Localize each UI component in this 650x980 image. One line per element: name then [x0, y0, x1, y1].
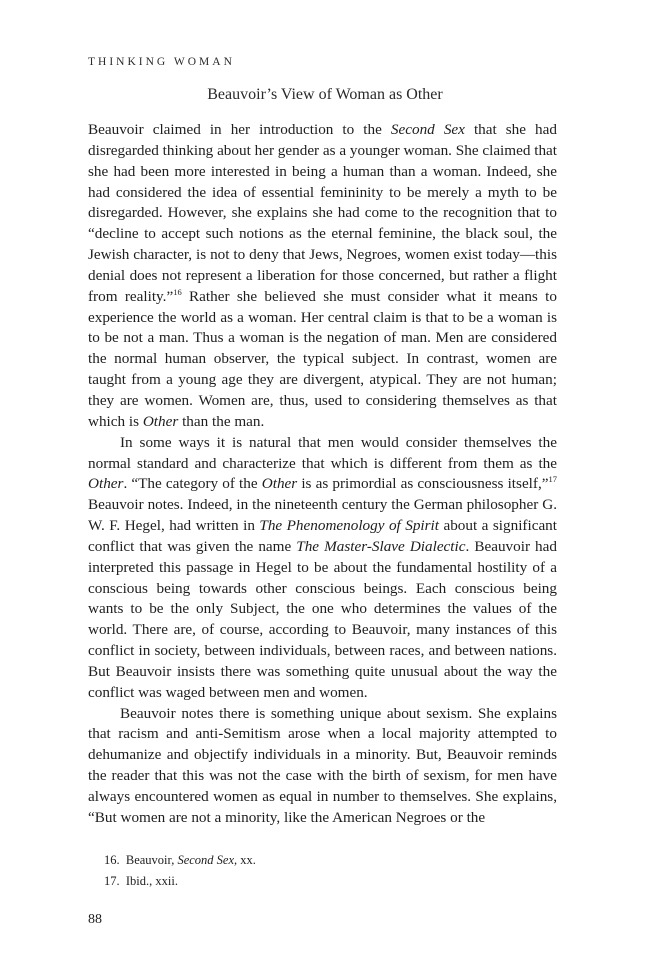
text-run: Beauvoir notes. Indeed, in the nineteenth century the German philosopher G. W. F. Hegel, had written in: [88, 496, 557, 535]
footnote-number: 16.: [104, 853, 120, 867]
footnote-text: xx.: [237, 853, 256, 867]
emphasis: Other: [142, 412, 179, 430]
emphasis: The Master-Slave Dialectic: [296, 537, 466, 555]
text-run: about a significant conflict that was given the name: [88, 517, 557, 555]
book-title: The Phenomenology of Spirit: [259, 517, 439, 535]
section-title: Beauvoir’s View of Woman as Other: [207, 86, 443, 103]
emphasis: Other: [261, 475, 298, 493]
footnote-ref[interactable]: 16: [173, 286, 182, 297]
text-run: In some ways it is natural that men would consider themselves the normal standard and characterize that which is different from them as the: [88, 433, 557, 472]
footnote-ref[interactable]: 17: [548, 474, 557, 485]
page-number: 88: [88, 912, 102, 927]
running-head: THINKING WOMAN: [88, 56, 235, 68]
footnote-text: Beauvoir,: [125, 853, 178, 867]
text-run: Beauvoir notes there is something unique about sexism. She explains that racism and anti-Semitism arose when a local majority attempted to dehumanize and objectify individuals in a minority. But, Beauvoir reminds the reader that this was not the case with the birth of sexism, for men have always encountered women as equal in number to themselves. She explains, “But women are not a minority, like the American Negroes or the: [88, 704, 557, 826]
footnote-number: 17.: [104, 873, 120, 888]
footnote-text: Ibid., xxii.: [125, 873, 178, 888]
footnote-title: Second Sex,: [177, 853, 238, 867]
emphasis: Other: [88, 475, 124, 493]
footnotes: [104, 850, 256, 891]
text-run: Rather she believed she must consider what it means to experience the world as a woman. Her central claim is that to be a woman is to be not a man. Thus a woman is the negation of man. Men are considered the normal human observer, the typical subject. In contrast, women are taught from a young age they are divergent, atypical. They are not human; they are women. Women are, thus, used to considering themselves as that which is: [88, 287, 557, 430]
footnote-16: [104, 850, 256, 871]
text-run: than the man.: [178, 412, 265, 430]
paragraph-3: [88, 704, 557, 829]
text-run: . Beauvoir had interpreted this passage in Hegel to be about the fundamental hostility of a conscious being towards other conscious beings. Each conscious being wants to be the only Subject, the one who determines the values of the world. There are, of course, according to Beauvoir, many instances of this conflict in society, between individuals, between races, and between nations. But Beauvoir insists there was something quite unusual about the way the conflict was waged between men and women.: [88, 537, 557, 701]
text-run: that she had disregarded thinking about her gender as a younger woman. She claimed that she had been more interested in being a human than a woman. Indeed, she had considered the idea of essential femininity to be merely a myth to be disregarded. However, she explains she had come to the recognition that to “decline to accept such notions as the eternal feminine, the black soul, the Jewish character, is not to deny that Jews, Negroes, women exist today—this denial does not represent a liberation for those concerned, but rather a flight from reality.”: [88, 121, 557, 305]
footnote-17: [104, 871, 256, 892]
text-run: Beauvoir claimed in her introduction to the: [88, 121, 391, 138]
text-run: is as primordial as consciousness itself,”: [297, 475, 549, 493]
text-run: . “The category of the: [123, 475, 262, 493]
paragraph-1: [88, 120, 557, 433]
body-text: [88, 120, 557, 829]
paragraph-2: [88, 433, 557, 704]
book-title: Second Sex: [390, 121, 465, 138]
